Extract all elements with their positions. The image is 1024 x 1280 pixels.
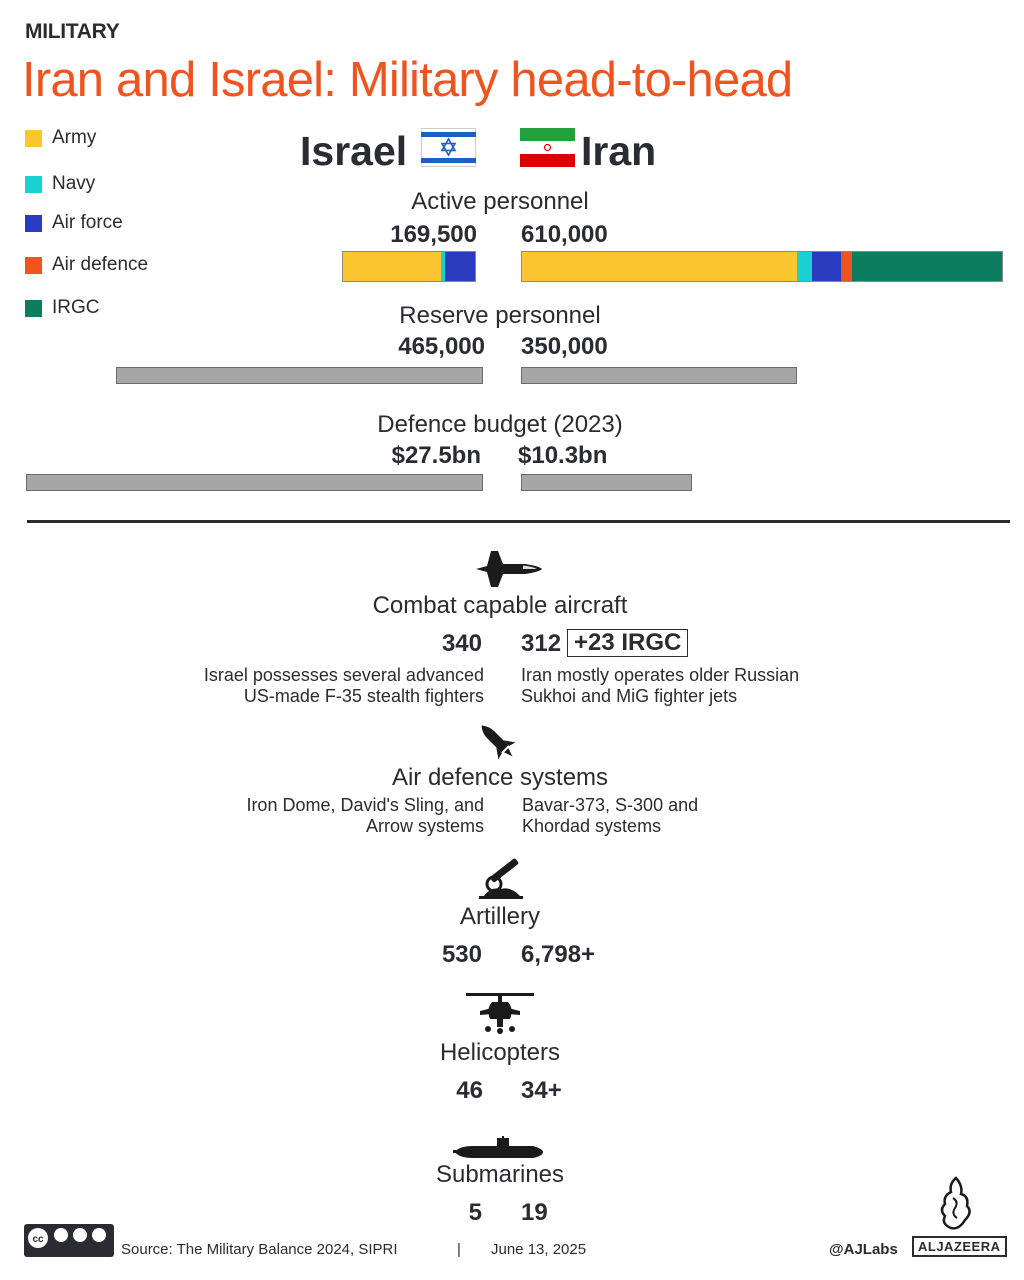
air-defence-iran-note-2: Khordad systems [522,816,662,836]
active-iran-navy-segment [797,252,811,281]
air-defence-israel-note-1: Iron Dome, David's Sling, and [246,795,484,815]
aljazeera-logo: ALJAZEERA [912,1236,1007,1257]
creative-commons-badge [24,1224,114,1257]
cc-license-icon [24,1224,114,1257]
legend-label-irgc: IRGC [52,297,100,318]
active-iran-bar [521,251,1003,282]
source-text: Source: The Military Balance 2024, SIPRI [121,1241,398,1258]
legend-item-air-force [25,212,123,234]
legend-swatch-navy [25,176,42,193]
aircraft-iran-value: 312 [521,630,562,657]
active-personnel-title: Active personnel [411,188,589,215]
active-israel-air-force-segment [445,252,475,281]
legend-label-army: Army [52,127,97,148]
artillery-icon [477,853,525,899]
active-iran-irgc-segment [852,252,1002,281]
aircraft-israel-note-1: Israel possesses several advanced [203,665,484,685]
active-israel-value: 169,500 [390,221,477,248]
svg-text:cc: cc [32,1234,44,1245]
aircraft-iran-note-1: Iran mostly operates older Russian [521,665,800,685]
air-defence-title: Air defence systems [391,764,609,791]
submarines-israel-value: 5 [468,1199,482,1226]
active-israel-army-segment [343,252,441,281]
aircraft-iran-note-2: Sukhoi and MiG fighter jets [521,686,738,706]
reserve-iran-value: 350,000 [521,333,608,360]
section-divider [27,520,1010,523]
legend-swatch-air-defence [25,257,42,274]
reserve-personnel-title: Reserve personnel [399,302,601,329]
active-iran-air-force-segment [812,252,841,281]
legend-label-air-force: Air force [52,212,123,233]
reserve-israel-value: 465,000 [398,333,485,360]
reserve-iran-bar [521,367,797,384]
legend-item-air-defence [25,254,148,276]
active-israel-bar [342,251,476,282]
defence-budget-title: Defence budget (2023) [377,411,623,438]
aircraft-israel-note-2: US-made F-35 stealth fighters [243,686,484,706]
page-title: Iran and Israel: Military head-to-head [22,53,793,107]
legend-label-air-defence: Air defence [52,254,149,275]
submarines-iran-value: 19 [521,1199,548,1226]
budget-iran-bar [521,474,692,491]
helicopters-title: Helicopters [439,1039,561,1066]
publish-date: June 13, 2025 [491,1241,587,1258]
footer-separator: | [457,1241,461,1258]
legend-swatch-air-force [25,215,42,232]
air-defence-iran-note-1: Bavar-373, S-300 and [522,795,699,815]
legend-swatch-army [25,130,42,147]
helicopter-icon [466,989,534,1034]
aircraft-irgc-badge: +23 IRGC [567,629,688,657]
combat-aircraft-title: Combat capable aircraft [372,592,628,619]
budget-iran-value: $10.3bn [518,442,608,469]
legend-swatch-irgc [25,300,42,317]
israel-flag-icon [421,128,476,167]
aj-labs-handle: @AJLabs [829,1241,898,1258]
budget-israel-bar [26,474,483,491]
legend-item-navy [25,173,95,195]
active-iran-army-segment [522,252,797,281]
reserve-israel-bar [116,367,483,384]
aljazeera-emblem-icon [933,1176,979,1232]
fighter-jet-icon [473,549,543,589]
submarine-icon [453,1136,545,1162]
artillery-israel-value: 530 [441,941,482,968]
artillery-title: Artillery [459,903,540,930]
aircraft-israel-value: 340 [441,630,482,657]
air-defence-israel-note-2: Arrow systems [365,816,484,836]
artillery-iran-value: 6,798+ [521,941,596,968]
helicopters-israel-value: 46 [456,1077,483,1104]
helicopters-iran-value: 34+ [521,1077,562,1104]
budget-israel-value: $27.5bn [391,442,481,469]
country-iran: Iran [581,128,657,174]
active-iran-value: 610,000 [521,221,608,248]
category-label: MILITARY [25,20,120,43]
missile-icon [474,718,520,764]
active-iran-air-defence-segment [841,252,853,281]
submarines-title: Submarines [435,1161,565,1188]
iran-flag-icon [520,128,575,167]
legend-label-navy: Navy [52,173,96,194]
legend-item-army [25,127,96,149]
legend-item-irgc [25,297,100,319]
country-israel: Israel [300,128,408,174]
